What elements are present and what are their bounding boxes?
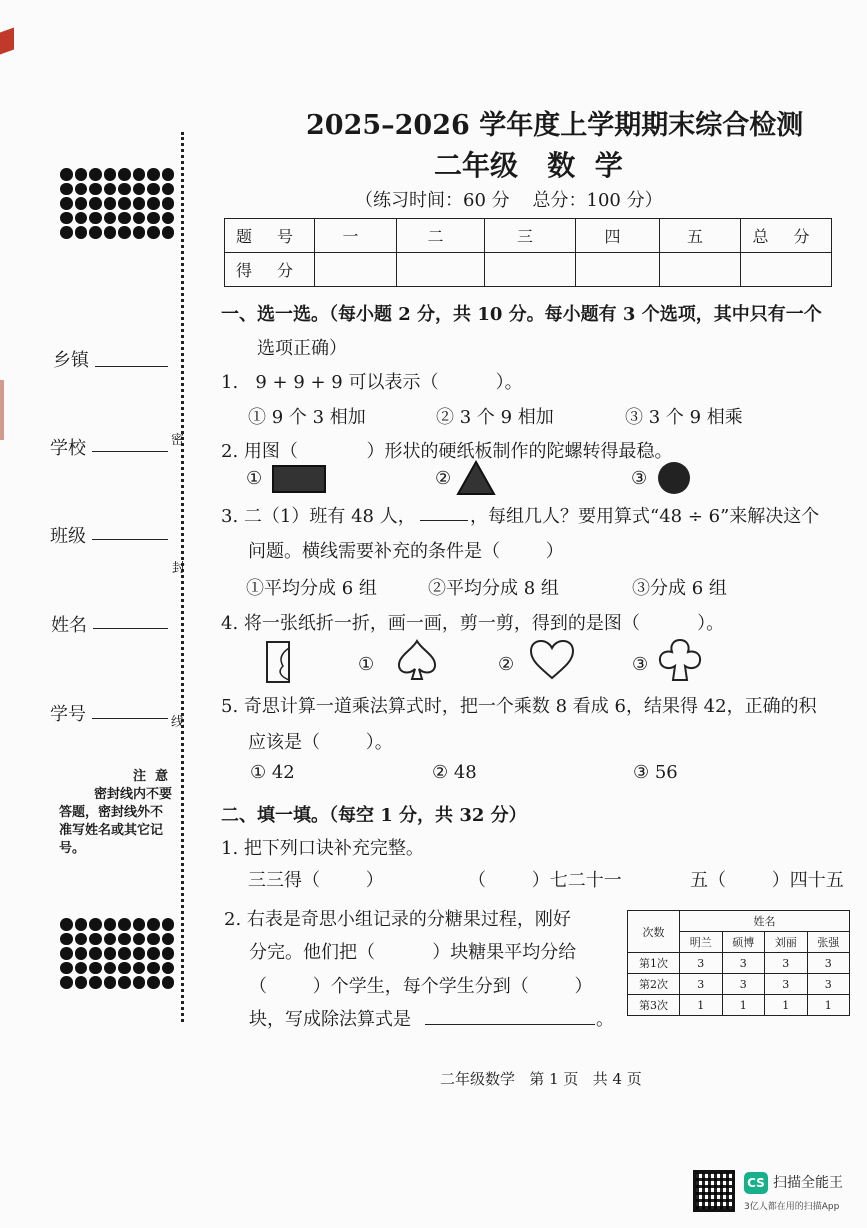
cell: 3 <box>765 953 808 974</box>
section1-heading-cont: 选项正确） <box>257 338 347 359</box>
dot <box>89 226 102 239</box>
bottom-dot-pattern <box>60 918 175 989</box>
cell: 3 <box>807 953 850 974</box>
dot <box>104 183 117 196</box>
cell: 1 <box>765 995 808 1016</box>
field-label-student-id: 学号 <box>50 704 86 725</box>
score-cell[interactable] <box>576 253 660 287</box>
q1-4-text: 4. 将一张纸折一折，画一画，剪一剪，得到的是图（ ）。 <box>221 613 725 634</box>
score-row-label: 得 分 <box>225 253 315 287</box>
heart-shape-icon <box>528 638 576 682</box>
top-dot-pattern <box>60 168 175 239</box>
field-line-school[interactable] <box>92 451 168 452</box>
candy-name: 刘丽 <box>765 932 808 953</box>
score-header-cell: 三 <box>485 219 576 253</box>
q1-1-option-1[interactable]: ① 9 个 3 相加 <box>248 407 366 428</box>
dot <box>118 976 131 989</box>
q1-2-option-3[interactable]: ③ <box>631 468 648 489</box>
q2-1-item-3[interactable]: 五（ ）四十五 <box>690 870 844 891</box>
score-header-cell: 四 <box>576 219 660 253</box>
dot <box>104 197 117 210</box>
dot <box>60 976 73 989</box>
dot <box>75 226 88 239</box>
cell: 3 <box>807 974 850 995</box>
dot <box>162 168 175 181</box>
dot <box>162 962 175 975</box>
candy-name: 张强 <box>807 932 850 953</box>
club-shape-icon <box>656 636 704 684</box>
time-info: （练习时间：60 分 总分：100 分） <box>355 190 663 211</box>
dot <box>60 962 73 975</box>
dot <box>75 962 88 975</box>
section2-heading: 二、填一填。（每空 1 分，共 32 分） <box>221 805 527 826</box>
q1-3-option-3[interactable]: ③分成 6 组 <box>632 578 727 599</box>
dot <box>162 197 175 210</box>
dot <box>60 168 73 181</box>
row-label: 第3次 <box>628 995 680 1016</box>
dot <box>104 168 117 181</box>
score-header-cell: 五 <box>660 219 741 253</box>
notice-line-3: 准写姓名或其它记 <box>59 823 164 838</box>
q1-3-text-c: 问题。横线需要补充的条件是（ ） <box>248 541 564 562</box>
dot <box>89 197 102 210</box>
candy-table <box>627 910 850 1016</box>
dot <box>147 947 160 960</box>
q1-1-option-2[interactable]: ② 3 个 9 相加 <box>436 407 554 428</box>
dot <box>133 197 146 210</box>
dot <box>133 168 146 181</box>
dot <box>162 226 175 239</box>
triangle-shape-icon <box>456 460 496 496</box>
table-row <box>628 974 850 995</box>
q2-2-text-d: 块，写成除法算式是 <box>249 1009 411 1030</box>
notice-line-4: 号。 <box>59 841 86 856</box>
q1-2-text: 2. 用图（ ）形状的硬纸板制作的陀螺转得最稳。 <box>221 441 673 462</box>
dot <box>162 183 175 196</box>
candy-group-header: 姓名 <box>680 911 850 932</box>
spade-shape-icon <box>394 638 440 682</box>
cell: 3 <box>765 974 808 995</box>
dot <box>60 197 73 210</box>
dot <box>104 962 117 975</box>
row-label: 第1次 <box>628 953 680 974</box>
q2-2-text-a: 2. 右表是奇思小组记录的分糖果过程，刚好 <box>224 909 571 930</box>
dot <box>104 226 117 239</box>
qr-code-icon <box>693 1170 735 1212</box>
notice-title: 注 意 <box>133 769 169 784</box>
dot <box>147 212 160 225</box>
dot <box>133 947 146 960</box>
cell: 1 <box>680 995 723 1016</box>
dot <box>89 168 102 181</box>
dot <box>89 962 102 975</box>
candy-name: 明兰 <box>680 932 723 953</box>
section1-heading: 一、选一选。（每小题 2 分，共 10 分。每小题有 3 个选项，其中只有一个 <box>221 304 822 325</box>
dot <box>147 197 160 210</box>
seal-char-mi: 密 <box>171 433 185 448</box>
dot <box>118 962 131 975</box>
circle-shape-icon <box>658 462 690 494</box>
q2-1-item-2[interactable]: （ ）七二十一 <box>468 870 622 891</box>
q1-5-text: 5. 奇思计算一道乘法算式时，把一个乘数 8 看成 6，结果得 42，正确的积 <box>221 696 817 717</box>
dot <box>162 947 175 960</box>
notice-line-1: 密封线内不要 <box>94 787 173 802</box>
dot <box>162 212 175 225</box>
folded-paper-icon <box>265 640 291 684</box>
q1-4-option-3[interactable]: ③ <box>632 654 649 675</box>
dot <box>147 168 160 181</box>
dot <box>75 212 88 225</box>
dot <box>60 226 73 239</box>
dot <box>133 918 146 931</box>
binding-dotted-line <box>181 132 184 1022</box>
dot <box>147 976 160 989</box>
q2-2-text-b: 分完。他们把（ ）块糖果平均分给 <box>249 942 577 963</box>
q1-3-option-1[interactable]: ①平均分成 6 组 <box>246 578 377 599</box>
dot <box>147 226 160 239</box>
q2-2-division-blank[interactable] <box>425 1024 595 1025</box>
dot <box>104 212 117 225</box>
score-header-cell: 题 号 <box>225 219 315 253</box>
dot <box>162 976 175 989</box>
exam-title: 2025–2026 学年度上学期期末综合检测 <box>306 110 804 141</box>
dot <box>118 168 131 181</box>
red-mark <box>0 27 14 54</box>
field-label-school: 学校 <box>50 438 86 459</box>
dot <box>133 976 146 989</box>
dot <box>75 947 88 960</box>
q1-3-option-2[interactable]: ②平均分成 8 组 <box>428 578 559 599</box>
q1-5-option-3[interactable]: ③ 56 <box>633 762 678 783</box>
score-cell[interactable] <box>485 253 576 287</box>
cell: 1 <box>807 995 850 1016</box>
cell: 1 <box>722 995 765 1016</box>
field-label-town: 乡镇 <box>53 350 89 371</box>
field-line-class[interactable] <box>92 539 168 540</box>
score-header-cell: 二 <box>397 219 485 253</box>
exam-subtitle: 二年级 数 学 <box>434 149 623 182</box>
dot <box>104 976 117 989</box>
dot <box>133 212 146 225</box>
notice-line-2: 答题，密封线外不 <box>59 805 164 820</box>
dot <box>75 168 88 181</box>
dot <box>118 212 131 225</box>
dot <box>118 226 131 239</box>
dot <box>75 918 88 931</box>
dot <box>133 183 146 196</box>
dot <box>89 183 102 196</box>
seal-char-xian: 线 <box>171 715 185 730</box>
dot <box>133 226 146 239</box>
dot <box>104 933 117 946</box>
q1-3-blank[interactable] <box>420 520 468 521</box>
score-header-cell: 一 <box>315 219 397 253</box>
cell: 3 <box>680 974 723 995</box>
q1-5-text-cont: 应该是（ ）。 <box>248 732 393 753</box>
score-table <box>224 218 832 287</box>
q1-5-option-2[interactable]: ② 48 <box>432 762 477 783</box>
table-row <box>628 953 850 974</box>
dot <box>89 212 102 225</box>
dot <box>104 918 117 931</box>
cell: 3 <box>680 953 723 974</box>
rectangle-shape-icon <box>272 465 326 493</box>
page-footer: 二年级数学 第 1 页 共 4 页 <box>440 1070 642 1088</box>
field-line-name[interactable] <box>93 628 168 629</box>
dot <box>147 933 160 946</box>
q2-2-text-end: 。 <box>596 1009 614 1030</box>
field-label-class: 班级 <box>50 526 86 547</box>
dot <box>75 976 88 989</box>
q1-5-option-1[interactable]: ① 42 <box>250 762 295 783</box>
score-cell[interactable] <box>397 253 485 287</box>
q1-1-option-3[interactable]: ③ 3 个 9 相乘 <box>625 407 743 428</box>
dot <box>104 947 117 960</box>
dot <box>89 947 102 960</box>
dot <box>60 947 73 960</box>
dot <box>118 183 131 196</box>
dot <box>147 918 160 931</box>
dot <box>60 918 73 931</box>
score-cell[interactable] <box>741 253 832 287</box>
q1-3-text-a: 3. 二（1）班有 48 人， <box>221 506 416 527</box>
dot <box>162 918 175 931</box>
camscanner-logo-icon: CS <box>744 1172 768 1194</box>
dot <box>118 197 131 210</box>
seal-char-feng: 封 <box>172 561 186 576</box>
dot <box>118 918 131 931</box>
edge-stain <box>0 380 4 440</box>
score-header-cell: 总 分 <box>741 219 832 253</box>
cell: 3 <box>722 974 765 995</box>
dot <box>60 933 73 946</box>
table-row <box>628 995 850 1016</box>
dot <box>89 933 102 946</box>
dot <box>118 947 131 960</box>
q1-3-text-b: ，每组几人？要用算式“48 ÷ 6”来解决这个 <box>470 506 820 527</box>
dot <box>75 933 88 946</box>
cell: 3 <box>722 953 765 974</box>
dot <box>162 933 175 946</box>
dot <box>133 933 146 946</box>
dot <box>75 183 88 196</box>
field-line-town[interactable] <box>95 366 168 367</box>
dot <box>118 933 131 946</box>
dot <box>60 183 73 196</box>
dot <box>133 962 146 975</box>
dot <box>147 183 160 196</box>
field-line-student-id[interactable] <box>92 718 168 719</box>
dot <box>89 976 102 989</box>
scanner-brand-name: 扫描全能王 <box>773 1175 843 1191</box>
q1-4-option-1[interactable]: ① <box>358 654 375 675</box>
q2-1-item-1[interactable]: 三三得（ ） <box>248 870 384 891</box>
dot <box>60 212 73 225</box>
dot <box>147 962 160 975</box>
score-cell[interactable] <box>315 253 397 287</box>
q2-1-text: 1. 把下列口诀补充完整。 <box>221 838 424 859</box>
row-label: 第2次 <box>628 974 680 995</box>
q1-4-option-2[interactable]: ② <box>498 654 515 675</box>
dot <box>89 918 102 931</box>
candy-name: 硕博 <box>722 932 765 953</box>
score-cell[interactable] <box>660 253 741 287</box>
q1-1-text: 1. 9 + 9 + 9 可以表示（ ）。 <box>221 372 523 393</box>
q1-2-option-2[interactable]: ② <box>435 468 452 489</box>
dot <box>75 197 88 210</box>
q1-2-option-1[interactable]: ① <box>246 468 263 489</box>
candy-corner: 次数 <box>628 911 680 953</box>
scanner-tagline: 3亿人都在用的扫描App <box>744 1202 840 1212</box>
field-label-name: 姓名 <box>51 615 87 636</box>
q2-2-text-c: （ ）个学生，每个学生分到（ ） <box>249 976 593 997</box>
